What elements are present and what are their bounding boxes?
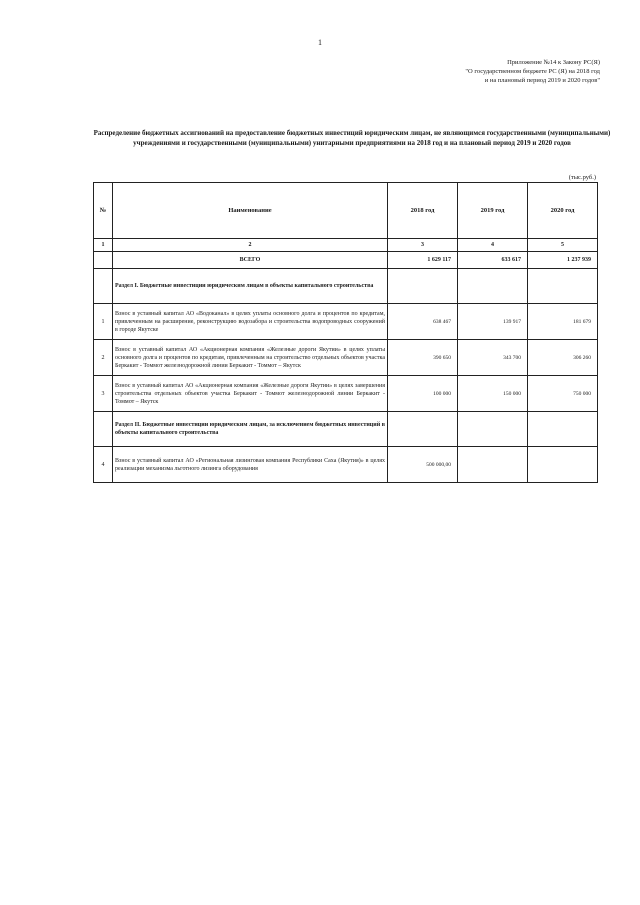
section-2-title: Раздел II. Бюджетные инвестиции юридическим лицам, за исключением бюджетных инвестиций в объекты капитального строительства	[113, 412, 388, 447]
page-number: 1	[318, 38, 322, 47]
row-name: Взнос в уставный капитал АО «Акционерная компания «Железные дороги Якутии» в целях уплаты основного долга и процентов по кредитам, привлеченным на строительство отдельных объектов участка Беркакит - Томмот железнодорожной линии Беркакит - Томмот – Якутск	[113, 340, 388, 376]
header-2019: 2019 год	[458, 183, 528, 239]
total-2020: 1 237 939	[528, 252, 598, 269]
budget-table	[93, 182, 598, 483]
row-2020: 181 679	[528, 304, 598, 340]
appendix-line-2: "О государственном бюджете РС (Я) на 2018 год	[465, 68, 600, 75]
row-2019	[458, 447, 528, 483]
section-2-num	[94, 412, 113, 447]
section-1-num	[94, 269, 113, 304]
header-row	[94, 183, 598, 239]
row-2019: 139 917	[458, 304, 528, 340]
appendix-line-1: Приложение №14 к Закону РС(Я)	[507, 59, 600, 66]
document-title: Распределение бюджетных ассигнований на предоставление бюджетных инвестиций юридическим лицам, не являющимся государственными (муниципальными) учреждениями и государственными (муниципальными) унитарными предприятиями на 2018 год и на плановый период 2019 и 2020 годов	[93, 129, 611, 147]
section-2-row	[94, 412, 598, 447]
row-2019: 150 000	[458, 376, 528, 412]
row-2020: 306 260	[528, 340, 598, 376]
table-row	[94, 447, 598, 483]
header-name: Наименование	[113, 183, 388, 239]
index-cell: 3	[388, 239, 458, 252]
appendix-note	[340, 58, 600, 85]
section-1-title: Раздел I. Бюджетные инвестиции юридическим лицам в объекты капитального строительства	[113, 269, 388, 304]
header-num: №	[94, 183, 113, 239]
total-row	[94, 252, 598, 269]
section-2-2019	[458, 412, 528, 447]
column-index-row	[94, 239, 598, 252]
row-name: Взнос в уставный капитал АО «Водоканал» в целях уплаты основного долга и процентов по кредитам, привлеченным на расширение, реконструкцию водозабора и строительства водопроводных сооружений в городе Якутске	[113, 304, 388, 340]
row-2020: 750 000	[528, 376, 598, 412]
section-1-2020	[528, 269, 598, 304]
table-row	[94, 376, 598, 412]
row-num: 4	[94, 447, 113, 483]
row-2019: 343 700	[458, 340, 528, 376]
row-name: Взнос в уставный капитал АО «Акционерная компания «Железные дороги Якутии» в целях завершения строительства отдельных объектов участка Беркакит - Томмот железнодорожной линии Беркакит - Томмот – Якутск	[113, 376, 388, 412]
section-2-2020	[528, 412, 598, 447]
section-1-2019	[458, 269, 528, 304]
row-2018: 100 000	[388, 376, 458, 412]
row-num: 3	[94, 376, 113, 412]
row-num: 1	[94, 304, 113, 340]
header-2018: 2018 год	[388, 183, 458, 239]
appendix-line-3: и на плановый период 2019 и 2020 годов"	[484, 77, 600, 84]
section-2-2018	[388, 412, 458, 447]
table-row	[94, 340, 598, 376]
table-row	[94, 304, 598, 340]
total-2018: 1 629 117	[388, 252, 458, 269]
index-cell: 2	[113, 239, 388, 252]
row-2018: 638 467	[388, 304, 458, 340]
row-2018: 390 650	[388, 340, 458, 376]
index-cell: 4	[458, 239, 528, 252]
row-2020	[528, 447, 598, 483]
total-label: ВСЕГО	[113, 252, 388, 269]
total-num	[94, 252, 113, 269]
units-label: (тыс.руб.)	[568, 174, 596, 181]
row-name: Взнос в уставный капитал АО «Региональная лизинговая компания Республики Саха (Якутия)» в целях реализации механизма льготного лизинга оборудования	[113, 447, 388, 483]
row-num: 2	[94, 340, 113, 376]
section-1-row	[94, 269, 598, 304]
section-1-2018	[388, 269, 458, 304]
header-2020: 2020 год	[528, 183, 598, 239]
index-cell: 1	[94, 239, 113, 252]
total-2019: 633 617	[458, 252, 528, 269]
index-cell: 5	[528, 239, 598, 252]
row-2018: 500 000,00	[388, 447, 458, 483]
